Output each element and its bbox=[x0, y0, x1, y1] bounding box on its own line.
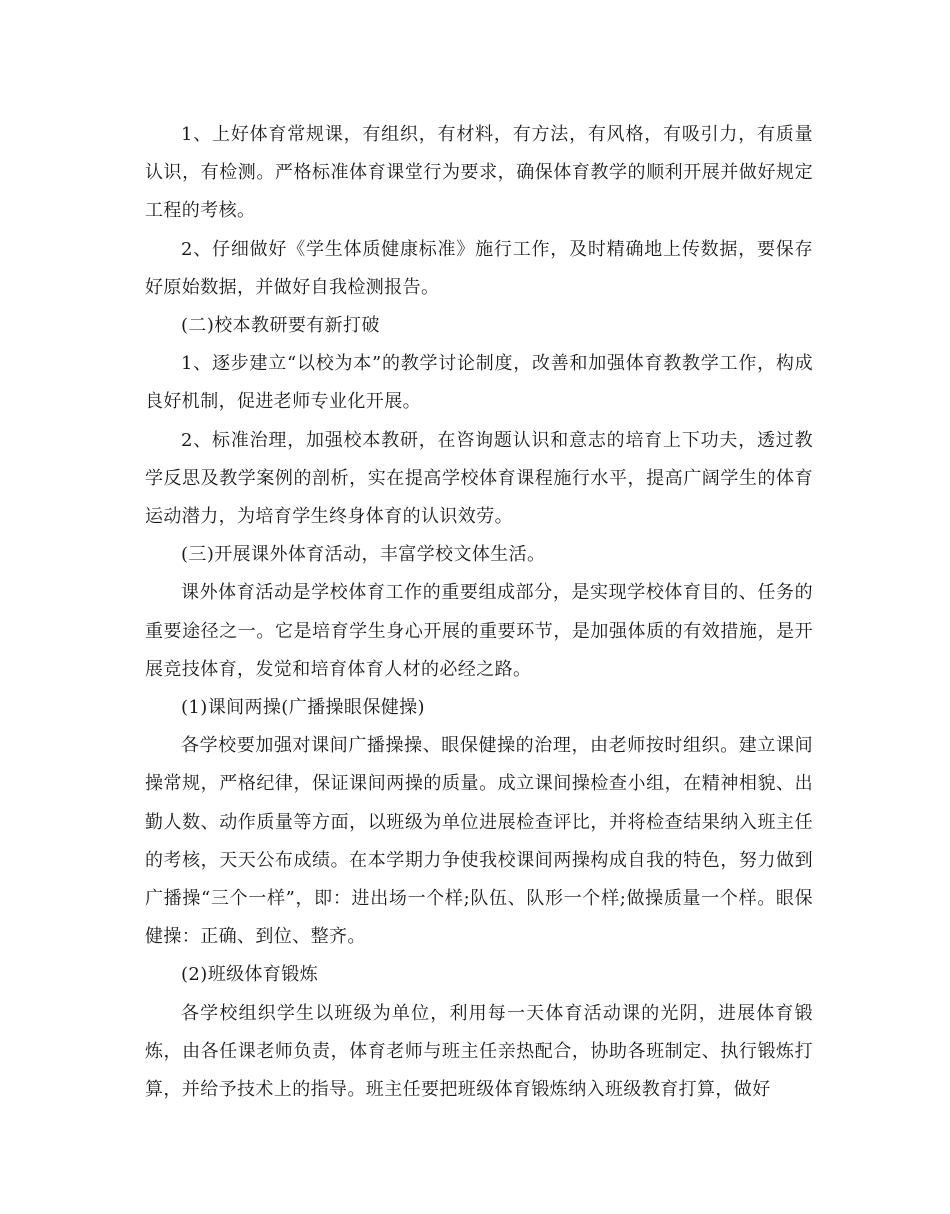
paragraph-4: 2、标准治理，加强校本教研，在咨询题认识和意志的培育上下功夫，透过教学反思及教学案例的剖析，实在提高学校体育课程施行水平，提高广阔学生的体育运动潜力，为培育学生终身体育的认识效劳。 bbox=[145, 429, 813, 528]
section-heading-2: (二)校本教研要有新打破 bbox=[181, 315, 380, 337]
section-heading-3: (三)开展课外体育活动，丰富学校文体生活。 bbox=[181, 544, 546, 566]
paragraph-5: 课外体育活动是学校体育工作的重要组成部分，是实现学校体育目的、任务的重要途径之一。它是培育学生身心开展的重要环节，是加强体质的有效措施，是开展竞技体育，发觉和培育体育人材的必经之路。 bbox=[145, 582, 813, 680]
paragraph-2: 2、仔细做好《学生体质健康标准》施行工作，及时精确地上传数据，要保存好原始数据，并做好自我检测报告。 bbox=[145, 238, 813, 298]
subheading-1: (1)课间两操(广播操眼保健操) bbox=[181, 697, 425, 719]
paragraph-7: 各学校组织学生以班级为单位，利用每一天体育活动课的光阴，进展体育锻炼，由各任课老师负责，体育老师与班主任亲热配合，协助各班制定、执行锻炼打算，并给予技术上的指导。班主任要把班级体育锻炼纳入班级教育打算，做好 bbox=[145, 1002, 813, 1101]
document-body bbox=[145, 116, 813, 1109]
paragraph-1: 1、上好体育常规课，有组织，有材料，有方法，有风格，有吸引力，有质量认识，有检测。严格标准体育课堂行为要求，确保体育教学的顺利开展并做好规定工程的考核。 bbox=[145, 124, 813, 222]
paragraph-3: 1、逐步建立“以校为本”的教学讨论制度，改善和加强体育教教学工作，构成良好机制，促进老师专业化开展。 bbox=[145, 353, 813, 413]
paragraph-6: 各学校要加强对课间广播操操、眼保健操的治理，由老师按时组织。建立课间操常规，严格纪律，保证课间两操的质量。成立课间操检查小组，在精神相貌、出勤人数、动作质量等方面，以班级为单位进展检查评比，并将检查结果纳入班主任的考核，天天公布成绩。在本学期力争使我校课间两操构成自我的特色，努力做到广播操“三个一样”，即：进出场一个样;队伍、队形一个样;做操质量一个样。眼保健操：正确、到位、整齐。 bbox=[145, 735, 813, 948]
subheading-2: (2)班级体育锻炼 bbox=[181, 964, 319, 986]
